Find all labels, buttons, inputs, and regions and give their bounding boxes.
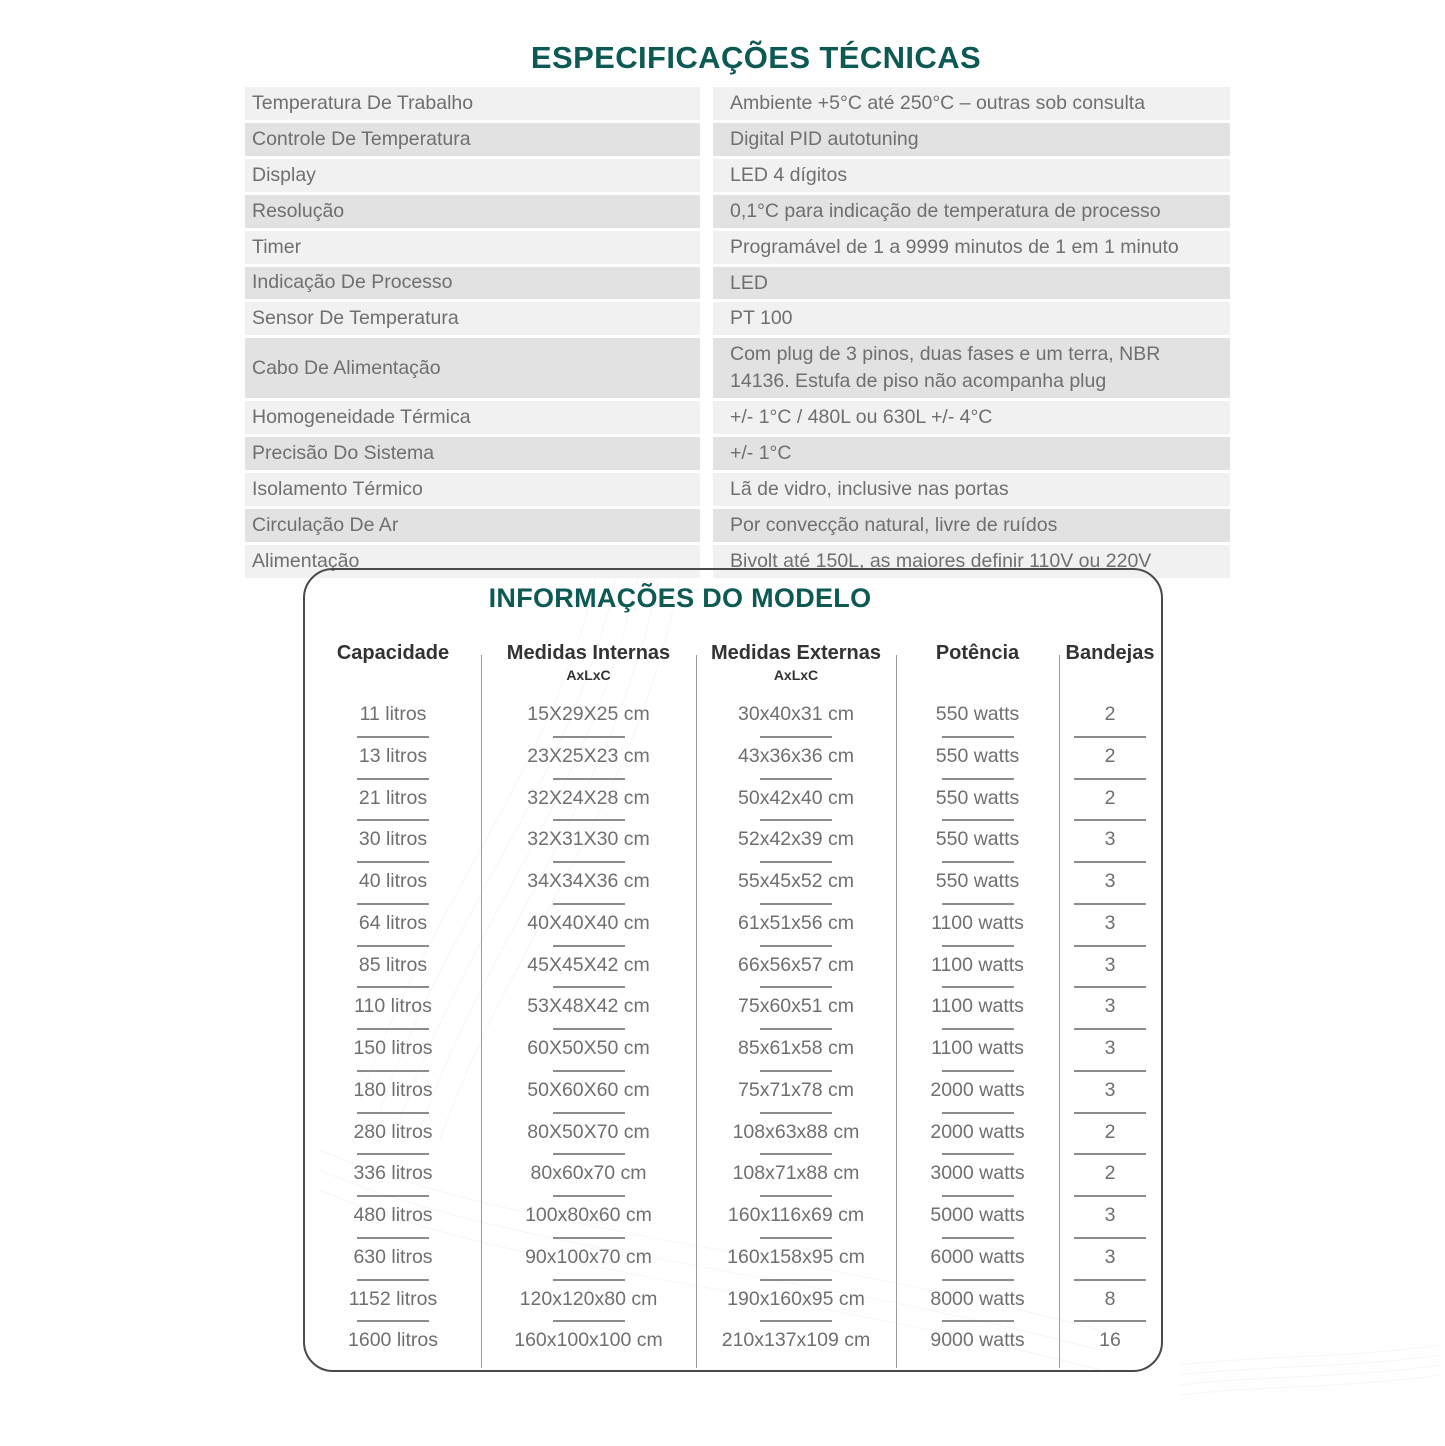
cell-capacidade: 11 litros: [305, 700, 481, 742]
row-divider: [760, 945, 832, 947]
cell-medidas-internas: 60X50X50 cm: [481, 1034, 696, 1076]
model-table-header: [305, 642, 1161, 684]
row-divider: [553, 1279, 625, 1281]
spec-value: +/- 1°C / 480L ou 630L +/- 4°C: [713, 401, 1230, 434]
spec-row: [245, 437, 1230, 470]
table-row: [305, 1201, 1161, 1243]
table-row: [305, 700, 1161, 742]
table-row: [305, 1243, 1161, 1285]
cell-medidas-internas: 32X24X28 cm: [481, 784, 696, 826]
spec-value: +/- 1°C: [713, 437, 1230, 470]
row-divider: [553, 1028, 625, 1030]
cell-medidas-internas: 160x100x100 cm: [514, 1329, 663, 1352]
cell-potencia: 9000 watts: [930, 1329, 1025, 1352]
cell-capacidade: 13 litros: [305, 742, 481, 784]
cell-capacidade: 180 litros: [305, 1076, 481, 1118]
cell-medidas-internas: 15X29X25 cm: [481, 700, 696, 742]
row-divider: [553, 1153, 625, 1155]
row-divider: [553, 1237, 625, 1239]
row-divider: [760, 778, 832, 780]
spec-value: 0,1°C para indicação de temperatura de processo: [713, 195, 1230, 228]
spec-label: Alimentação: [245, 545, 700, 578]
spec-label: Indicação De Processo: [245, 267, 700, 300]
row-divider: [357, 1153, 429, 1155]
cell-medidas-internas: 120x120x80 cm: [481, 1285, 696, 1327]
row-divider: [553, 736, 625, 738]
spec-value: Por convecção natural, livre de ruídos: [713, 509, 1230, 542]
cell-medidas-externas: 75x71x78 cm: [696, 1076, 896, 1118]
cell-potencia: 6000 watts: [896, 1243, 1059, 1285]
cell-capacidade: 30 litros: [305, 825, 481, 867]
column-header-capacidade: Capacidade: [336, 642, 450, 664]
row-divider: [760, 903, 832, 905]
cell-medidas-internas: 40X40X40 cm: [481, 909, 696, 951]
cell-medidas-internas: 32X31X30 cm: [481, 825, 696, 867]
row-divider: [553, 861, 625, 863]
row-divider: [760, 1237, 832, 1239]
cell-potencia: 550 watts: [896, 825, 1059, 867]
cell-medidas-internas: 45X45X42 cm: [481, 951, 696, 993]
row-divider: [942, 1153, 1014, 1155]
row-divider: [553, 945, 625, 947]
cell-potencia: 2000 watts: [896, 1118, 1059, 1160]
row-divider: [942, 778, 1014, 780]
cell-bandejas: 16: [1099, 1329, 1121, 1352]
cell-medidas-externas: 66x56x57 cm: [696, 951, 896, 993]
cell-potencia: 550 watts: [896, 867, 1059, 909]
spec-value: Ambiente +5°C até 250°C – outras sob consulta: [713, 87, 1230, 120]
spec-row: [245, 231, 1230, 264]
row-divider: [553, 903, 625, 905]
spec-label: Cabo De Alimentação: [245, 338, 700, 398]
cell-medidas-externas: 43x36x36 cm: [696, 742, 896, 784]
row-divider: [760, 1070, 832, 1072]
cell-medidas-externas: 52x42x39 cm: [696, 825, 896, 867]
table-row: [305, 992, 1161, 1034]
cell-bandejas: 3: [1059, 867, 1161, 909]
cell-bandejas: 3: [1059, 992, 1161, 1034]
cell-bandejas: 2: [1059, 700, 1161, 742]
row-divider: [1074, 1195, 1146, 1197]
row-divider: [357, 1237, 429, 1239]
cell-capacidade: 85 litros: [305, 951, 481, 993]
cell-potencia: 5000 watts: [896, 1201, 1059, 1243]
cell-capacidade: 40 litros: [305, 867, 481, 909]
cell-potencia: 1100 watts: [896, 1034, 1059, 1076]
spec-row: [245, 267, 1230, 300]
spec-table: [245, 87, 1230, 581]
row-divider: [942, 1070, 1014, 1072]
cell-potencia: 550 watts: [896, 742, 1059, 784]
row-divider: [942, 903, 1014, 905]
cell-medidas-externas: 160x116x69 cm: [696, 1201, 896, 1243]
cell-medidas-externas: 55x45x52 cm: [696, 867, 896, 909]
spec-label: Circulação De Ar: [245, 509, 700, 542]
cell-capacidade: 1600 litros: [348, 1329, 438, 1352]
cell-bandejas: 3: [1059, 1243, 1161, 1285]
row-divider: [553, 1320, 625, 1322]
row-divider: [553, 1195, 625, 1197]
cell-bandejas: 3: [1059, 1201, 1161, 1243]
row-divider: [357, 778, 429, 780]
row-divider: [357, 819, 429, 821]
row-divider: [942, 945, 1014, 947]
spec-label: Temperatura De Trabalho: [245, 87, 700, 120]
model-section-title: INFORMAÇÕES DO MODELO: [488, 583, 872, 613]
cell-bandejas: 2: [1059, 784, 1161, 826]
cell-potencia: 3000 watts: [896, 1159, 1059, 1201]
spec-value: Com plug de 3 pinos, duas fases e um terra, NBR 14136. Estufa de piso não acompanha plug: [713, 338, 1230, 398]
spec-row: [245, 302, 1230, 335]
cell-medidas-internas: 50X60X60 cm: [481, 1076, 696, 1118]
spec-label: Controle De Temperatura: [245, 123, 700, 156]
row-divider: [553, 1112, 625, 1114]
column-header-medidas-externas: Medidas Externas AxLxC: [710, 642, 882, 683]
cell-potencia: 1100 watts: [896, 951, 1059, 993]
row-divider: [1074, 903, 1146, 905]
spec-value: LED: [713, 267, 1230, 300]
row-divider: [760, 1320, 832, 1322]
row-divider: [357, 986, 429, 988]
spec-value: LED 4 dígitos: [713, 159, 1230, 192]
cell-bandejas: 8: [1059, 1285, 1161, 1327]
row-divider: [760, 1028, 832, 1030]
table-row: [305, 1034, 1161, 1076]
row-divider: [1074, 861, 1146, 863]
table-row: [305, 1285, 1161, 1327]
row-divider: [942, 1279, 1014, 1281]
table-row: [305, 1118, 1161, 1160]
row-divider: [1074, 819, 1146, 821]
cell-bandejas: 2: [1059, 1159, 1161, 1201]
cell-bandejas: 2: [1059, 1118, 1161, 1160]
row-divider: [1074, 1237, 1146, 1239]
row-divider: [760, 1195, 832, 1197]
table-row: [305, 784, 1161, 826]
cell-capacidade: 150 litros: [305, 1034, 481, 1076]
spec-label: Display: [245, 159, 700, 192]
cell-bandejas: 3: [1059, 951, 1161, 993]
cell-medidas-internas: 23X25X23 cm: [481, 742, 696, 784]
cell-potencia: 1100 watts: [896, 992, 1059, 1034]
spec-row: [245, 123, 1230, 156]
cell-capacidade: 1152 litros: [305, 1285, 481, 1327]
row-divider: [760, 861, 832, 863]
cell-medidas-internas: 80x60x70 cm: [481, 1159, 696, 1201]
cell-medidas-externas: 108x63x88 cm: [696, 1118, 896, 1160]
row-divider: [357, 861, 429, 863]
row-divider: [553, 778, 625, 780]
row-divider: [942, 1195, 1014, 1197]
row-divider: [357, 1320, 429, 1322]
cell-medidas-internas: 100x80x60 cm: [481, 1201, 696, 1243]
row-divider: [357, 945, 429, 947]
cell-potencia: 2000 watts: [896, 1076, 1059, 1118]
cell-medidas-externas: 50x42x40 cm: [696, 784, 896, 826]
row-divider: [1074, 1320, 1146, 1322]
row-divider: [553, 1070, 625, 1072]
spec-label: Sensor De Temperatura: [245, 302, 700, 335]
cell-medidas-internas: 34X34X36 cm: [481, 867, 696, 909]
spec-value: Lã de vidro, inclusive nas portas: [713, 473, 1230, 506]
cell-medidas-externas: 85x61x58 cm: [696, 1034, 896, 1076]
spec-section-title: ESPECIFICAÇÕES TÉCNICAS: [530, 40, 982, 75]
spec-label: Homogeneidade Térmica: [245, 401, 700, 434]
row-divider: [942, 1237, 1014, 1239]
row-divider: [1074, 1070, 1146, 1072]
row-divider: [1074, 778, 1146, 780]
spec-row: [245, 87, 1230, 120]
spec-label: Timer: [245, 231, 700, 264]
cell-capacidade: 336 litros: [305, 1159, 481, 1201]
cell-medidas-externas: 30x40x31 cm: [696, 700, 896, 742]
cell-bandejas: 2: [1059, 742, 1161, 784]
table-row: [305, 909, 1161, 951]
row-divider: [942, 986, 1014, 988]
row-divider: [760, 1279, 832, 1281]
cell-medidas-internas: 90x100x70 cm: [481, 1243, 696, 1285]
spec-row: [245, 509, 1230, 542]
column-header-bandejas: Bandejas: [1065, 642, 1155, 664]
spec-row: [245, 401, 1230, 434]
cell-potencia: 550 watts: [896, 784, 1059, 826]
row-divider: [942, 1320, 1014, 1322]
model-info-box: [303, 568, 1163, 1372]
cell-bandejas: 3: [1059, 825, 1161, 867]
table-row: [305, 867, 1161, 909]
row-divider: [1074, 736, 1146, 738]
column-header-medidas-internas: Medidas Internas AxLxC: [506, 642, 671, 683]
row-divider: [553, 986, 625, 988]
row-divider: [357, 1195, 429, 1197]
cell-capacidade: 110 litros: [305, 992, 481, 1034]
spec-row: [245, 338, 1230, 398]
cell-potencia: 1100 watts: [896, 909, 1059, 951]
spec-row: [245, 473, 1230, 506]
spec-label: Isolamento Térmico: [245, 473, 700, 506]
row-divider: [357, 1112, 429, 1114]
row-divider: [357, 1279, 429, 1281]
cell-capacidade: 280 litros: [305, 1118, 481, 1160]
row-divider: [942, 1112, 1014, 1114]
row-divider: [357, 1070, 429, 1072]
row-divider: [942, 1028, 1014, 1030]
table-row: [305, 1326, 1161, 1368]
spec-value: Digital PID autotuning: [713, 123, 1230, 156]
spec-value: Programável de 1 a 9999 minutos de 1 em 1 minuto: [713, 231, 1230, 264]
row-divider: [553, 819, 625, 821]
row-divider: [942, 736, 1014, 738]
spec-label: Resolução: [245, 195, 700, 228]
table-row: [305, 1076, 1161, 1118]
row-divider: [942, 861, 1014, 863]
spec-row: [245, 159, 1230, 192]
cell-potencia: 550 watts: [896, 700, 1059, 742]
cell-capacidade: 480 litros: [305, 1201, 481, 1243]
row-divider: [1074, 945, 1146, 947]
row-divider: [1074, 1153, 1146, 1155]
cell-potencia: 8000 watts: [896, 1285, 1059, 1327]
cell-medidas-externas: 190x160x95 cm: [696, 1285, 896, 1327]
table-row: [305, 825, 1161, 867]
table-row: [305, 1159, 1161, 1201]
spec-value: Bivolt até 150L, as maiores definir 110V ou 220V: [713, 545, 1230, 578]
spec-row: [245, 195, 1230, 228]
spec-label: Precisão Do Sistema: [245, 437, 700, 470]
cell-bandejas: 3: [1059, 909, 1161, 951]
cell-medidas-externas: 210x137x109 cm: [721, 1329, 871, 1352]
model-table-body: [305, 700, 1161, 1368]
row-divider: [357, 903, 429, 905]
cell-capacidade: 630 litros: [305, 1243, 481, 1285]
row-divider: [760, 986, 832, 988]
row-divider: [760, 736, 832, 738]
spec-value: PT 100: [713, 302, 1230, 335]
row-divider: [1074, 1279, 1146, 1281]
cell-bandejas: 3: [1059, 1076, 1161, 1118]
cell-capacidade: 64 litros: [305, 909, 481, 951]
row-divider: [760, 1112, 832, 1114]
cell-capacidade: 21 litros: [305, 784, 481, 826]
cell-medidas-externas: 75x60x51 cm: [696, 992, 896, 1034]
row-divider: [1074, 1112, 1146, 1114]
table-row: [305, 951, 1161, 993]
row-divider: [357, 736, 429, 738]
cell-medidas-externas: 61x51x56 cm: [696, 909, 896, 951]
cell-medidas-externas: 160x158x95 cm: [696, 1243, 896, 1285]
row-divider: [760, 1153, 832, 1155]
row-divider: [1074, 1028, 1146, 1030]
row-divider: [942, 819, 1014, 821]
row-divider: [357, 1028, 429, 1030]
column-header-potencia: Potência: [935, 642, 1020, 664]
cell-medidas-internas: 80X50X70 cm: [481, 1118, 696, 1160]
cell-medidas-externas: 108x71x88 cm: [696, 1159, 896, 1201]
cell-medidas-internas: 53X48X42 cm: [481, 992, 696, 1034]
row-divider: [760, 819, 832, 821]
table-row: [305, 742, 1161, 784]
cell-bandejas: 3: [1059, 1034, 1161, 1076]
row-divider: [1074, 986, 1146, 988]
